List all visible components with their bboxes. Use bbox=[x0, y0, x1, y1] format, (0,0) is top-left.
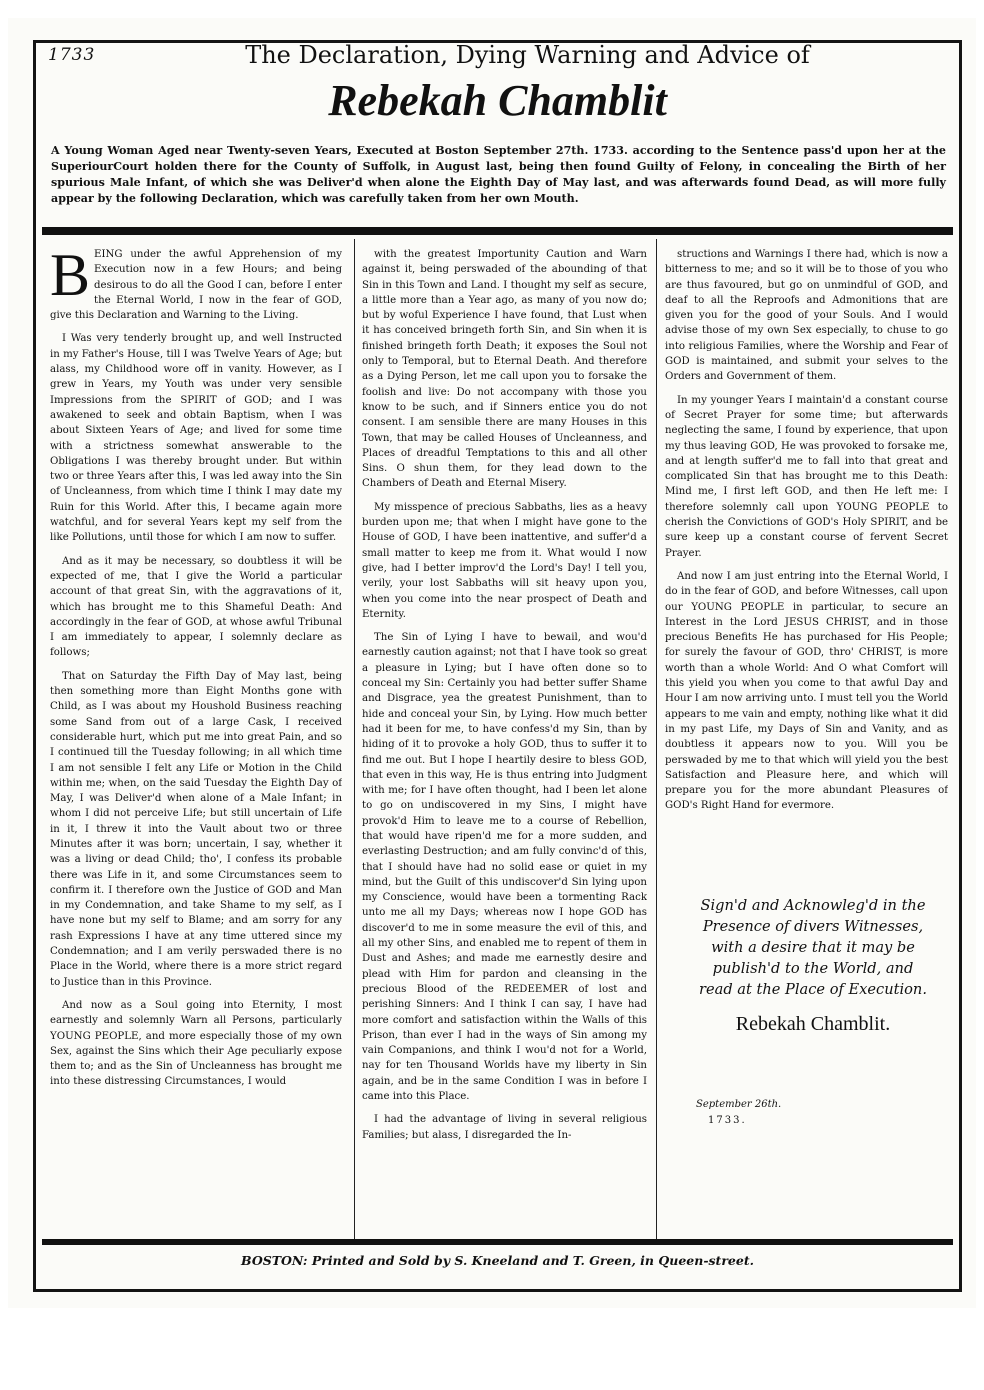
signer-name: Rebekah Chamblit. bbox=[735, 1013, 891, 1035]
paragraph-text: EING under the awful Apprehension of my Execution now in a few Hours; and being desirous to do all the Good I can, before I enter the Eternal World, I now in the fear of GOD, give this Declaration and Warning to the Living. bbox=[50, 249, 342, 322]
top-rule bbox=[42, 227, 953, 235]
signature-line: Sign'd and Acknowleg'd in the bbox=[700, 897, 926, 914]
paragraph: The Sin of Lying I have to bewail, and wou'd earnestly caution against; not that I have took so great a pleasure in Lying; but I have often done so to conceal my Sin: Certainly you had better suffer Shame and Disgrace, yea the greatest Punishment, than to hide and conceal your Sin, by Lying. How much better had it been for me, to have confess'd my Sin, than by hiding of it to provoke a holy GOD, thus to suffer it to find me out. But I hope I heartily desire to bless GOD, that even in this way, He is thus entring into Judgment with me; for I have often thought, had I been let alone to go on undiscovered in my Sins, I might have provok'd Him to leave me to a course of Rebellion, that would have ripen'd me for a more sudden, and everlasting Destruction; and am fully convinc'd of this, that I should have had no solid ease or quiet in my mind, but the Guilt of this undiscover'd Sin lying upon my Conscience, would have been a tormenting Rack unto me all my Days; whereas now I hope GOD has discover'd to me in some measure the evil of this, and all my other Sins, and enabled me to repent of them in Dust and Ashes; and made me earnestly desire and plead with Him for pardon and cleansing in the precious Blood of the REDEEMER of lost and perishing Sinners: And I think I can say, I have had more comfort and satisfaction within the Walls of this Prison, than ever I had in the ways of Sin among my vain Companions, and think I wou'd not for a World, nay for ten Thousand Worlds have my liberty in Sin again, and be in the same Condition I was in before I came into this Place. bbox=[362, 632, 647, 1103]
signature-line: read at the Place of Execution. bbox=[699, 981, 927, 998]
column-3 bbox=[665, 247, 948, 967]
printer-imprint: BOSTON: Printed and Sold by S. Kneeland and T. Green, in Queen-street. bbox=[241, 1253, 754, 1268]
paragraph: structions and Warnings I there had, which is now a bitterness to me; and so it will be to those of you who are thus favoured, but go on unmindful of GOD, and deaf to all the Reproofs and Admonitions that are given you for the good of your Souls. And I would advise those of my own Sex especially, to chuse to go into religious Families, where the Worship and Fear of GOD is maintained, and submit your selves to the Orders and Government of them. bbox=[665, 249, 948, 383]
column-divider bbox=[354, 239, 355, 1239]
paragraph: And now I am just entring into the Eternal World, I do in the fear of GOD, and before Witnesses, call upon our YOUNG PEOPLE in particular, to secure an Interest in the Lord JESUS CHRIST, and in those precious Benefits He has purchased for His People; for surely the favour of GOD, thro' CHRIST, is more worth than a whole World: And O what Comfort will this yield you when you come to that awful Day and Hour I am now arriving unto. I must tell you the World appears to me vain and empty, nothing like what it did in my past Life, my Days of Sin and Vanity, and as doubtless it appears now to you. Will you be perswaded by me to that which will yield you the best Satisfaction and Pleasure here, and which will prepare you for the more abundant Pleasures of GOD's Right Hand for evermore. bbox=[665, 570, 948, 812]
signature-line: Presence of divers Witnesses, bbox=[702, 918, 924, 935]
paragraph: And now as a Soul going into Eternity, I most earnestly and solemnly Warn all Persons, particularly YOUNG PEOPLE, and more especially those of my own Sex, against the Sins which their Age peculiarly expose them to; and as the Sin of Uncleanness has brought me into these distressing Circumstances, I would bbox=[50, 999, 342, 1088]
paragraph: My misspence of precious Sabbaths, lies as a heavy burden upon me; that when I might have gone to the House of GOD, I have been inattentive, and suffer'd a small matter to keep me from it. What would I now give, had I better improv'd the Lord's Day! I tell you, verily, your lost Sabbaths will sit heavy upon you, when you come into the near prospect of Death and Eternity. bbox=[362, 501, 647, 620]
signature-date: September 26th. bbox=[696, 1099, 782, 1110]
paragraph bbox=[50, 247, 342, 323]
drop-cap: B bbox=[50, 247, 91, 308]
page-title: The Declaration, Dying Warning and Advice of bbox=[245, 41, 810, 69]
paragraph: And as it may be necessary, so doubtless it will be expected of me, that I give the World a particular account of that great Sin, with the aggravations of it, which has brought me to this Shameful Death: And accordingly in the fear of GOD, at whose awful Tribunal I am immediately to appear, I solemnly declare as follows; bbox=[50, 555, 342, 659]
signature-line: with a desire that it may be bbox=[711, 939, 915, 956]
header-year: 1733 bbox=[48, 45, 96, 65]
signature-statement bbox=[688, 895, 938, 1000]
paragraph: I Was very tenderly brought up, and well Instructed in my Father's House, till I was Twelve Years of Age; but alass, my Childhood wore off in vanity. However, as I grew in Years, my Youth was under very sensible Impressions from the SPIRIT of GOD; and I was awakened to seek and obtain Baptism, when I was about Sixteen Years of Age; and lived for some time with a strictness somewhat answerable to the Obligations I was thereby brought under. But within two or three Years after this, I was led away into the Sin of Uncleanness, from which time I think I may date my Ruin for this World. After this, I became again more watchful, and for several Years kept my self from the like Pollutions, until those for which I am now to suffer. bbox=[50, 333, 342, 544]
column-divider bbox=[656, 239, 657, 1239]
bottom-rule bbox=[42, 1239, 953, 1245]
paragraph: I had the advantage of living in several religious Families; but alass, I disregarded the In- bbox=[362, 1114, 647, 1141]
signature-year: 1733. bbox=[708, 1115, 747, 1126]
subtitle-paragraph: A Young Woman Aged near Twenty-seven Years, Executed at Boston September 27th. 1733. according to the Sentence pass'd upon her at the SuperiourCourt holden there for the County of Suffolk, in August last, being then found Guilty of Felony, in concealing the Birth of her spurious Male Infant, of which she was Deliver'd when alone the Eighth Day of May last, and was afterwards found Dead, as will more fully appear by the following Declaration, which was carefully taken from her own Mouth. bbox=[51, 144, 946, 205]
paragraph: That on Saturday the Fifth Day of May last, being then something more than Eight Months gone with Child, as I was about my Houshold Business reaching some Sand from out of a large Cask, I received considerable hurt, which put me into great Pain, and so I continued till the Tuesday following; in all which time I am not sensible I felt any Life or Motion in the Child within me; when, on the said Tuesday the Eighth Day of May, I was Deliver'd when alone of a Male Infant; in whom I did not perceive Life; but still uncertain of Life in it, I threw it into the Vault about two or three Minutes after it was born; uncertain, I say, whether it was a living or dead Child; tho', I confess its probable there was Life in it, and some Circumstances seem to confirm it. I therefore own the Justice of GOD and Man in my Condemnation, and take Shame to my self, as I have none but my self to Blame; and am sorry for any rash Expressions I have at any time uttered since my Condemnation; and I am verily perswaded there is no Place in the World, where there is a more strict regard to Justice than in this Province. bbox=[50, 670, 342, 988]
paragraph: In my younger Years I maintain'd a constant course of Secret Prayer for some time; but afterwards neglecting the same, I found by experience, that upon my thus leaving GOD, He was provoked to forsake me, and at length suffer'd me to fall into that great and complicated Sin that has brought me to this Death: Mind me, I first left GOD, and then He left me: I therefore solemnly call upon YOUNG PEOPLE to cherish the Convictions of GOD's Holy SPIRIT, and be sure keep up a constant course of fervent Secret Prayer. bbox=[665, 394, 948, 559]
paragraph: with the greatest Importunity Caution and Warn against it, being perswaded of the abounding of that Sin in this Town and Land. I thought my self as secure, a little more than a Year ago, as many of you now do; but by woful Experience I have found, that Lust when it has conceived bringeth forth Sin, and Sin when it is finished bringeth forth Death; it exposes the Soul not only to Temporal, but to Eternal Death. And therefore as a Dying Person, let me call upon you to forsake the foolish and live: Do not accompany with those you know to be such, and if Sinners entice you do not consent. I am sensible there are many Houses in this Town, that may be called Houses of Uncleanness, and Places of dreadful Temptations to this and all other Sins. O shun them, for they lead down to the Chambers of Death and Eternal Misery. bbox=[362, 249, 647, 490]
column-1 bbox=[50, 247, 342, 1227]
page-frame bbox=[33, 40, 962, 1292]
signature-line: publish'd to the World, and bbox=[712, 960, 914, 977]
broadside-sheet bbox=[8, 18, 976, 1308]
subject-name: Rebekah Chamblit bbox=[328, 76, 667, 125]
column-2 bbox=[362, 247, 647, 1227]
